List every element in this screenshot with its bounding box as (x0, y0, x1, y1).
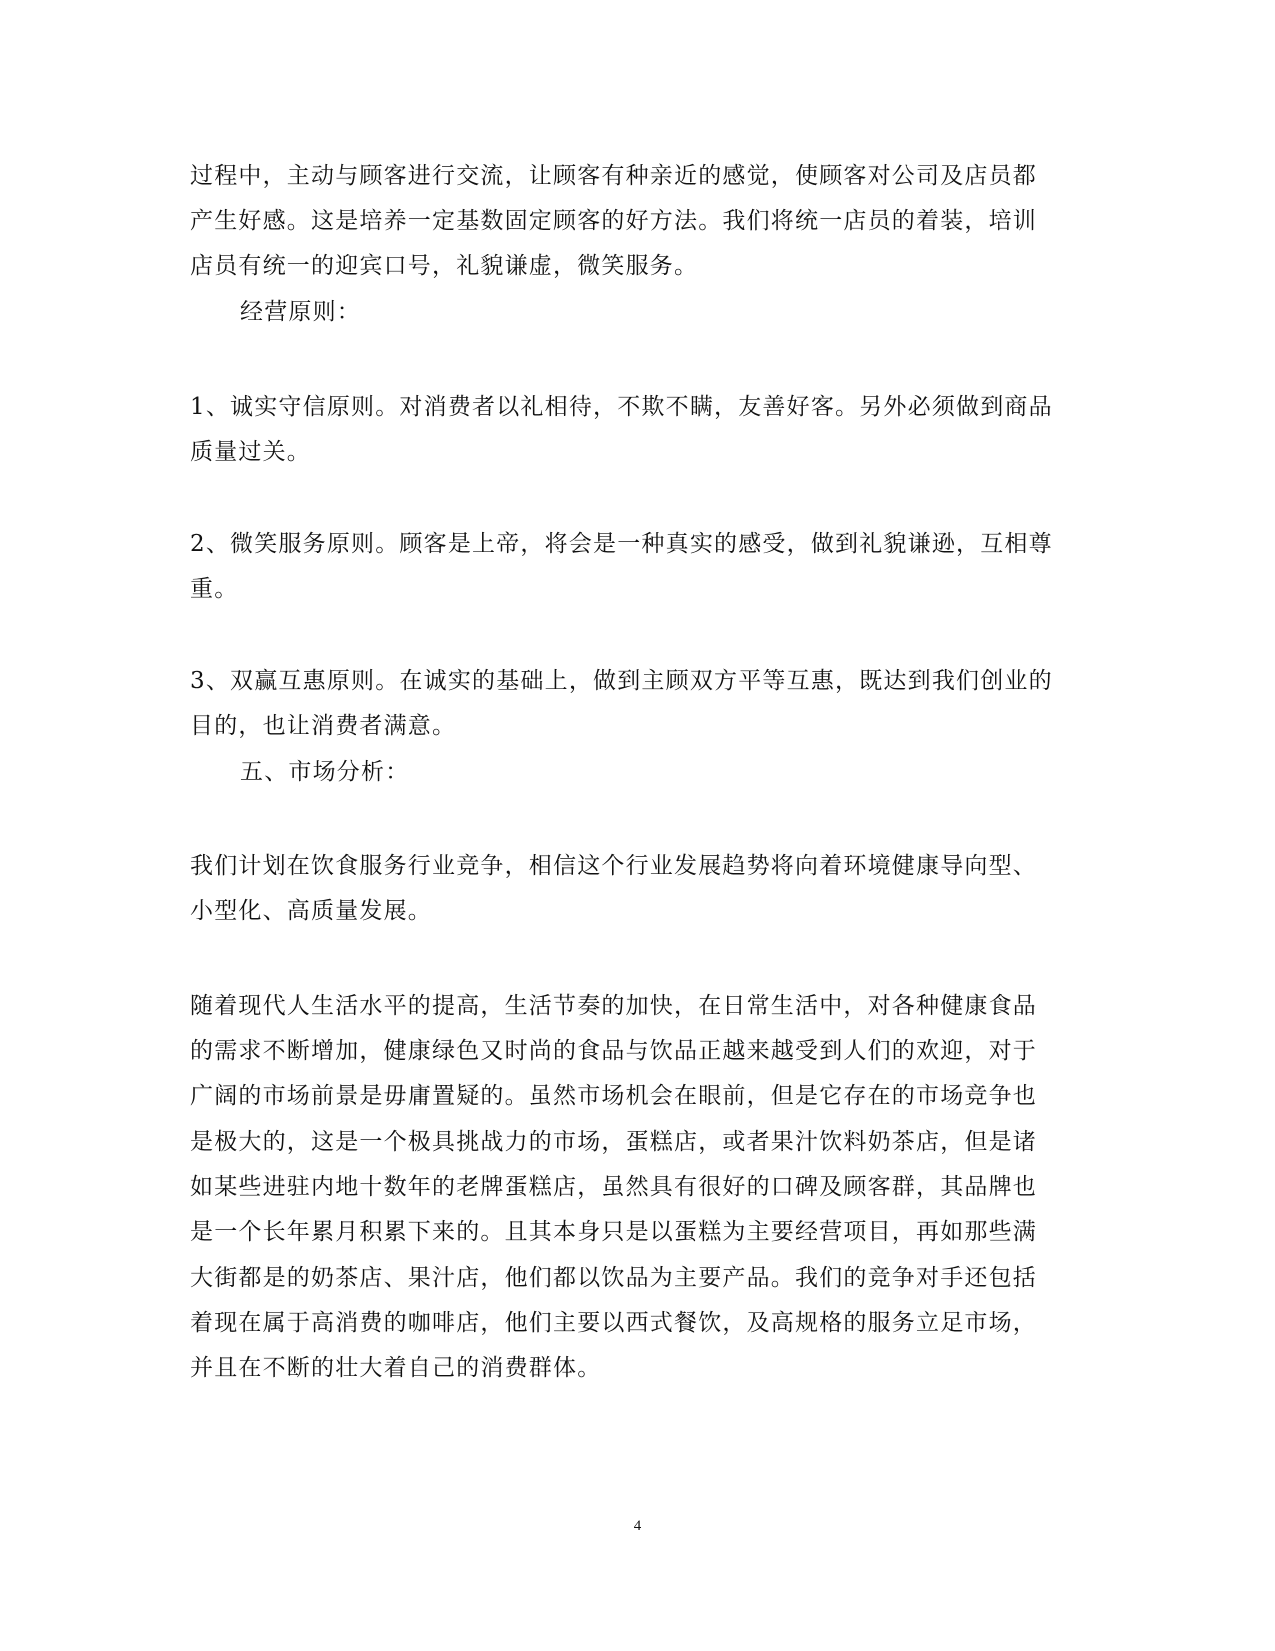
body-text-line: 是一个长年累月积累下来的。且其本身只是以蛋糕为主要经营项目，再如那些满 (190, 1219, 1037, 1245)
body-text-line: 店员有统一的迎宾口号，礼貌谦虚，微笑服务。 (190, 253, 699, 279)
body-text-line: 是极大的，这是一个极具挑战力的市场，蛋糕店，或者果汁饮料奶茶店，但是诸 (190, 1129, 1037, 1155)
body-text-line: 随着现代人生活水平的提高，生活节奏的加快，在日常生活中，对各种健康食品 (190, 993, 1037, 1019)
body-text-line: 的需求不断增加，健康绿色又时尚的食品与饮品正越来越受到人们的欢迎，对于 (190, 1038, 1037, 1064)
list-item-line: 2、微笑服务原则。顾客是上帝，将会是一种真实的感受，做到礼貌谦逊，互相尊 (190, 531, 1053, 557)
body-text-line: 产生好感。这是培养一定基数固定顾客的好方法。我们将统一店员的着装，培训 (190, 208, 1037, 234)
body-text-line: 小型化、高质量发展。 (190, 898, 432, 924)
body-text-line: 过程中，主动与顾客进行交流，让顾客有种亲近的感觉，使顾客对公司及店员都 (190, 163, 1037, 189)
body-text-line: 如某些进驻内地十数年的老牌蛋糕店，虽然具有很好的口碑及顾客群，其品牌也 (190, 1174, 1037, 1200)
list-item-line: 目的，也让消费者满意。 (190, 713, 457, 739)
list-item-line: 重。 (190, 576, 239, 602)
list-item-line: 3、双赢互惠原则。在诚实的基础上，做到主顾双方平等互惠，既达到我们创业的 (190, 668, 1053, 694)
body-text-line: 着现在属于高消费的咖啡店，他们主要以西式餐饮，及高规格的服务立足市场， (190, 1310, 1037, 1336)
body-text-line: 广阔的市场前景是毋庸置疑的。虽然市场机会在眼前，但是它存在的市场竞争也 (190, 1083, 1037, 1109)
section-heading: 经营原则： (240, 299, 361, 325)
list-item-line: 质量过关。 (190, 439, 311, 465)
body-text-line: 大街都是的奶茶店、果汁店，他们都以饮品为主要产品。我们的竞争对手还包括 (190, 1265, 1037, 1291)
page-number: 4 (633, 1518, 642, 1534)
section-heading: 五、市场分析： (240, 759, 410, 785)
body-text-line: 并且在不断的壮大着自己的消费群体。 (190, 1355, 602, 1381)
list-item-line: 1、诚实守信原则。对消费者以礼相待，不欺不瞒，友善好客。另外必须做到商品 (190, 394, 1053, 420)
body-text-line: 我们计划在饮食服务行业竞争，相信这个行业发展趋势将向着环境健康导向型、 (190, 853, 1037, 879)
